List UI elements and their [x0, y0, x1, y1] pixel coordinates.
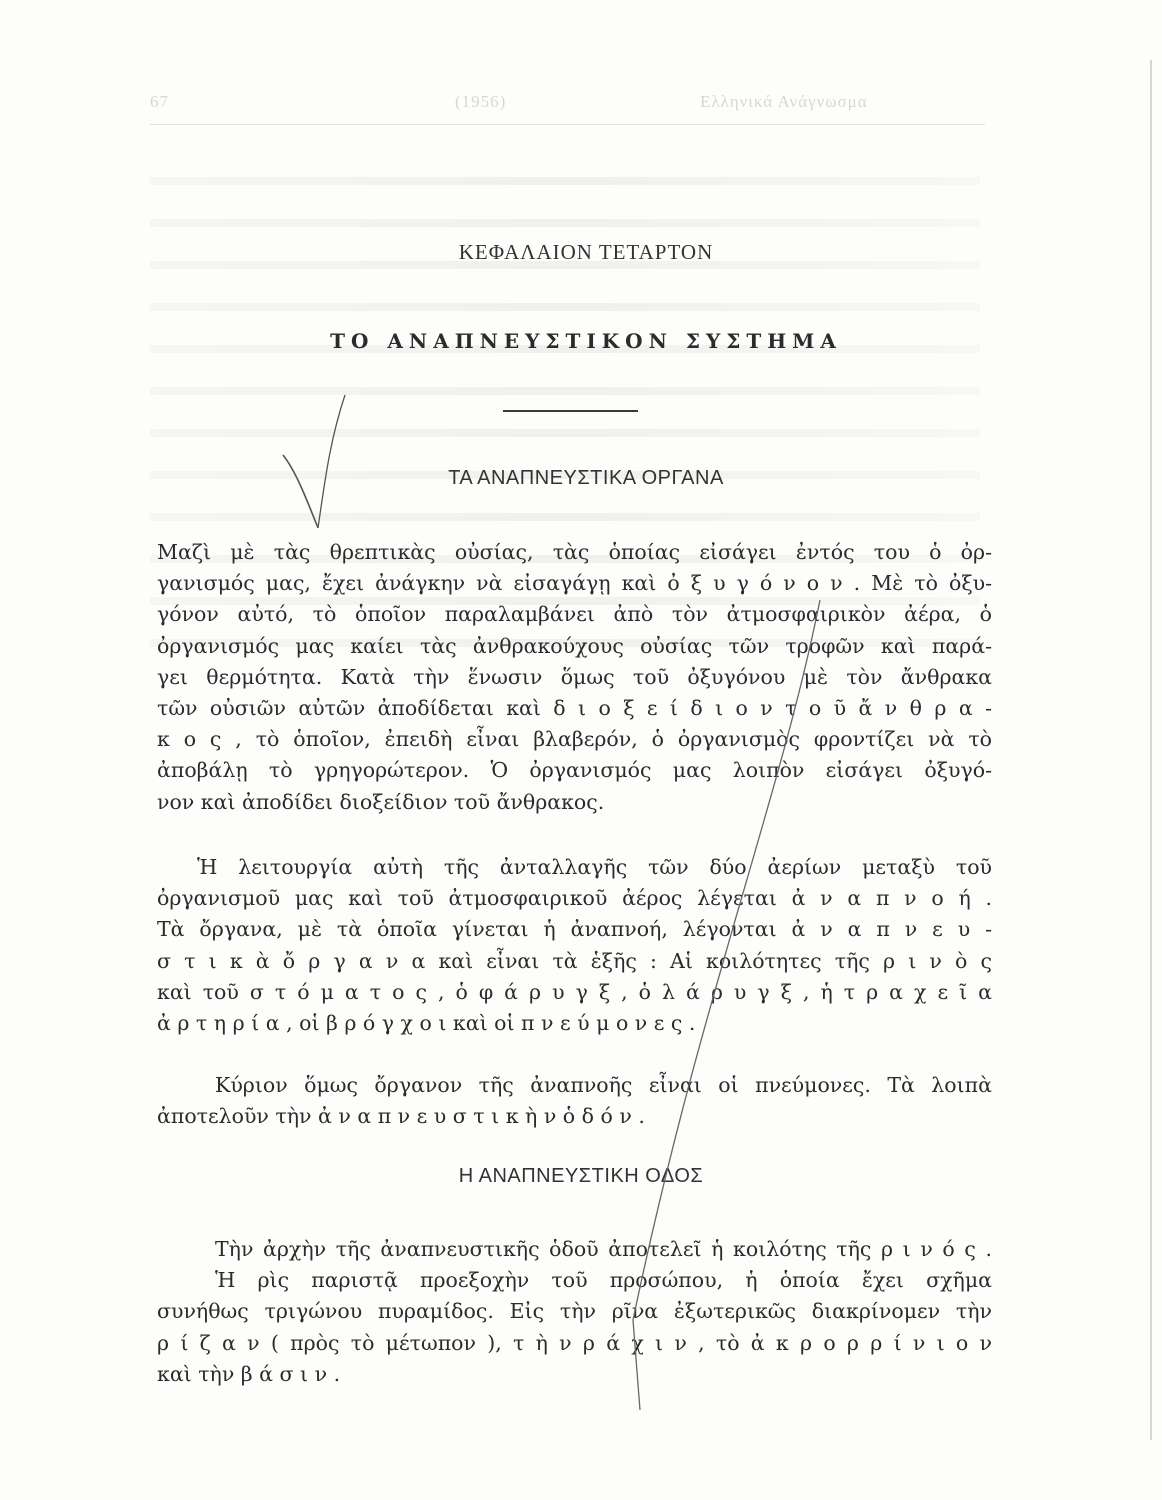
text-line: καὶ τοῦ σ τ ό μ α τ ο ς , ὁ φ ά ρ υ γ ξ , ὁ λ ά ρ υ γ ξ , ἡ τ ρ α χ ε ῖ α — [157, 979, 992, 1004]
text-line: σ τ ι κ ὰ ὄ ρ γ α ν α καὶ εἶναι τὰ ἑξῆς : Αἱ κοιλότητες τῆς ρ ι ν ὸ ς — [157, 948, 992, 973]
text-line: ὀργανισμός μας καίει τὰς ἀνθρακούχους οὐσίας τῶν τροφῶν καὶ παρά- — [157, 633, 992, 658]
bleed-journal: Ελληνικά Ανάγνωσμα — [700, 92, 868, 111]
text-line: Τὴν ἀρχὴν τῆς ἀναπνευστικῆς ὁδοῦ ἀποτελεῖ ἡ κοιλότης τῆς ρ ι ν ό ς . — [215, 1237, 992, 1261]
text-line: καὶ τὴν β ά σ ι ν . — [157, 1361, 341, 1386]
text-line: κ ο ς , τὸ ὁποῖον, ἐπειδὴ εἶναι βλαβερόν, ὁ ὀργανισμὸς φροντίζει νὰ τὸ — [157, 727, 992, 752]
paragraph-1 — [157, 537, 992, 818]
text-line: ὀργανισμοῦ μας καὶ τοῦ ἀτμοσφαιρικοῦ ἀέρος λέγεται ἀ ν α π ν ο ή . — [157, 886, 992, 911]
text-line: γει θερμότητα. Κατὰ τὴν ἕνωσιν ὅμως τοῦ ὀξυγόνου μὲ τὸν ἄνθρακα — [157, 664, 992, 689]
title-divider — [503, 410, 638, 412]
text-line: Ἡ ρὶς παριστᾷ προεξοχὴν τοῦ προσώπου, ἡ ὁποία ἔχει σχῆμα — [215, 1268, 992, 1293]
bleed-through-header — [150, 92, 990, 120]
page-edge-shadow — [1150, 60, 1152, 1440]
text-line: συνήθως τριγώνου πυραμίδος. Εἰς τὴν ρῖνα ἐξωτερικῶς διακρίνομεν τὴν — [157, 1299, 992, 1324]
bleed-year: (1956) — [455, 92, 507, 111]
bleed-header-rule — [150, 124, 985, 125]
text-line: ἀποτελοῦν τὴν ἀ ν α π ν ε υ σ τ ι κ ὴ ν ὁ δ ό ν . — [157, 1104, 645, 1129]
paragraph-3 — [157, 1070, 992, 1132]
text-line: νον καὶ ἀποδίδει διοξείδιον τοῦ ἄνθρακος. — [157, 789, 605, 814]
text-line: ἀποβάλῃ τὸ γρηγορώτερον. Ὁ ὀργανισμός μας λοιπὸν εἰσάγει ὀξυγό- — [157, 758, 992, 783]
text-line: Τὰ ὄργανα, μὲ τὰ ὁποῖα γίνεται ἡ ἀναπνοή, λέγονται ἀ ν α π ν ε υ - — [157, 917, 992, 942]
text-line: ρ ί ζ α ν ( πρὸς τὸ μέτωπον ), τ ὴ ν ρ ά χ ι ν , τὸ ἀ κ ρ ο ρ ρ ί ν ι ο ν — [157, 1330, 992, 1355]
text-line: τῶν οὐσιῶν αὐτῶν ἀποδίδεται καὶ δ ι ο ξ ε ί δ ι ο ν τ ο ῦ ἄ ν θ ρ α - — [157, 695, 992, 720]
chapter-title: ΚΕΦΑΛΑΙΟΝ ΤΕΤΑΡΤΟΝ — [458, 240, 714, 264]
text-line: γόνον αὐτό, τὸ ὁποῖον παραλαμβάνει ἀπὸ τὸν ἀτμοσφαιρικὸν ἀέρα, ὁ — [157, 602, 992, 627]
text-line: ἀ ρ τ η ρ ί α , οἱ β ρ ό γ χ ο ι καὶ οἱ π ν ε ύ μ ο ν ε ς . — [157, 1010, 696, 1035]
main-title: ΤΟ ΑΝΑΠΝΕΥΣΤΙΚΟΝ ΣΥΣΤΗΜΑ — [330, 329, 842, 353]
section-title-respiratory-tract: Η ΑΝΑΠΝΕΥΣΤΙΚΗ ΟΔΟΣ — [458, 1165, 704, 1187]
text-line: Ἡ λειτουργία αὐτὴ τῆς ἀνταλλαγῆς τῶν δύο ἀερίων μεταξὺ τοῦ — [197, 855, 992, 879]
paragraph-4 — [157, 1234, 992, 1390]
paragraph-2 — [157, 852, 992, 1039]
text-line: γανισμός μας, ἔχει ἀνάγκην νὰ εἰσαγάγῃ καὶ ὀ ξ υ γ ό ν ο ν . Μὲ τὸ ὀξυ- — [157, 571, 992, 596]
section-title-respiratory-organs: ΤΑ ΑΝΑΠΝΕΥΣΤΙΚΑ ΟΡΓΑΝΑ — [448, 467, 724, 489]
text-line: Κύριον ὅμως ὄργανον τῆς ἀναπνοῆς εἶναι οἱ πνεύμονες. Τὰ λοιπὰ — [215, 1073, 992, 1097]
text-line: Μαζὶ μὲ τὰς θρεπτικὰς οὐσίας, τὰς ὁποίας εἰσάγει ἐντός του ὁ ὀρ- — [157, 540, 992, 564]
bleed-page-number: 67 — [150, 92, 169, 111]
